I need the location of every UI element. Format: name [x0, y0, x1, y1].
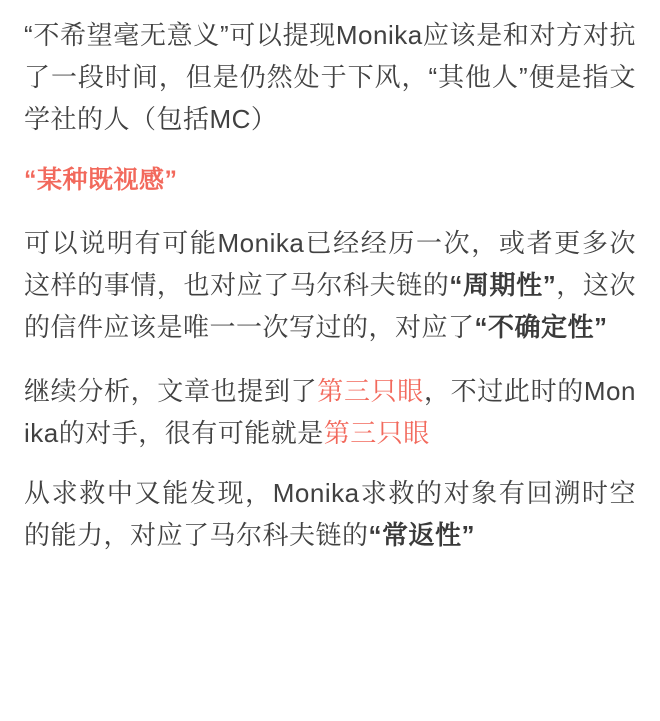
paragraph-1: [24, 14, 636, 140]
paragraph-3-run-4-accent: 第三只眼: [323, 418, 430, 449]
paragraph-3: [24, 370, 636, 454]
paragraph-1-text: “不希望毫无意义”可以提现Monika应该是和对方对抗了一段时间，但是仍然处于下风，“其他人”便是指文学社的人（包括MC）: [24, 20, 636, 135]
paragraph-4: [24, 472, 636, 556]
paragraph-3-run-2-accent: 第三只眼: [317, 376, 424, 407]
paragraph-2-run-3: ，这次的信件应该是唯一一次写过的，对应了: [24, 269, 636, 343]
heading-deja-vu-text: “某种既视感”: [24, 166, 178, 195]
paragraph-3-run-1: 继续分析，文章也提到了: [24, 376, 318, 407]
paragraph-4-run-2-bold: “常返性”: [368, 520, 476, 551]
paragraph-3-run-3: ，不过此时的Monika的对手，很有可能就是: [24, 376, 636, 449]
heading-deja-vu: [24, 162, 636, 200]
paragraph-2-run-1: 可以说明有可能Monika已经经历一次，或者更多次这样的事情，也对应了马尔科夫链的: [24, 227, 636, 300]
paragraph-4-run-1: 从求救中又能发现，Monika求救的对象有回溯时空的能力，对应了马尔科夫链的: [24, 478, 636, 551]
paragraph-2: [24, 222, 636, 348]
paragraph-2-run-4-bold: “不确定性”: [474, 312, 608, 343]
paragraph-2-run-2-bold: “周期性”: [449, 269, 557, 300]
